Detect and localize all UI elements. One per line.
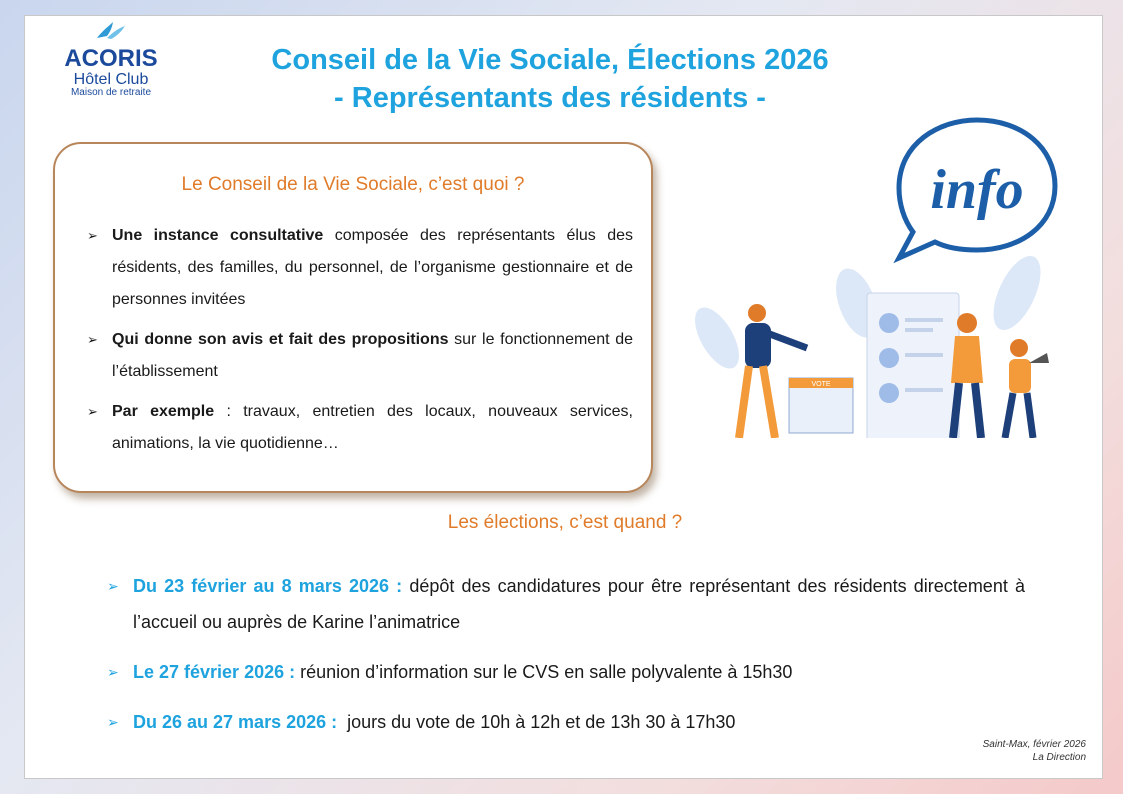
list-item — [85, 220, 633, 316]
election-text: jours du vote de 10h à 12h et de 13h 30 à 17h30 — [337, 712, 736, 732]
info-bubble-text: info — [930, 159, 1024, 221]
list-item — [105, 568, 1025, 640]
bullet-text: composée des représentants élus des résidents, des familles, du personnel, de l’organisme gestionnaire et de personnes invitées — [112, 227, 633, 308]
flyer-page — [24, 15, 1103, 779]
logo-brand: ACORIS — [64, 45, 158, 72]
info-speech-bubble-icon — [899, 120, 1055, 258]
arrow-bullet-icon: ➢ — [87, 228, 98, 243]
list-item — [105, 704, 1025, 740]
logo-line1: Hôtel Club — [73, 71, 149, 88]
megaphone-person-icon — [1005, 339, 1049, 438]
candidate-board-icon — [867, 293, 959, 438]
election-date: Le 27 février 2026 : — [133, 662, 296, 682]
title-line2: - Représentants des résidents - — [334, 82, 766, 114]
card-title: Le Conseil de la Vie Sociale, c’est quoi ? — [181, 174, 525, 195]
bird-icon — [53, 20, 169, 46]
arrow-bullet-icon: ➢ — [107, 664, 119, 680]
elections-title: Les élections, c’est quand ? — [447, 512, 683, 533]
election-date: Du 23 février au 8 mars 2026 : — [133, 576, 403, 596]
election-text: réunion d’information sur le CVS en salle polyvalente à 15h30 — [295, 662, 793, 682]
election-text: dépôt des candidatures pour être représentant des résidents directement à l’accueil ou auprès de Karine l’animatrice — [133, 576, 1025, 632]
arrow-bullet-icon: ➢ — [107, 714, 119, 730]
acoris-logo — [53, 20, 169, 99]
bullet-bold: Par exemple — [112, 403, 215, 420]
ballot-box-label: VOTE — [811, 381, 831, 388]
arrow-bullet-icon: ➢ — [107, 578, 119, 594]
bullet-text: : travaux, entretien des locaux, nouveaux services, animations, la vie quotidienne… — [112, 403, 634, 452]
elections-list — [105, 568, 1025, 754]
list-item — [105, 654, 1025, 690]
title-line1: Conseil de la Vie Sociale, Élections 2026 — [271, 44, 829, 76]
election-date: Du 26 au 27 mars 2026 : — [133, 712, 338, 732]
bullet-bold: Qui donne son avis et fait des propositions — [112, 331, 449, 348]
arrow-bullet-icon: ➢ — [87, 332, 98, 347]
signature-line2: La Direction — [1032, 752, 1086, 763]
page-title — [165, 41, 935, 117]
cvs-bullet-list — [85, 220, 633, 468]
arrow-bullet-icon: ➢ — [87, 404, 98, 419]
bullet-text: sur le fonctionnement de l’établissement — [112, 331, 633, 380]
list-item — [85, 324, 633, 388]
signature — [983, 738, 1086, 764]
bullet-bold: Une instance consultative — [112, 227, 324, 244]
voting-illustration — [677, 108, 1067, 438]
cvs-info-card — [53, 142, 653, 493]
logo-line2: Maison de retraite — [70, 87, 152, 98]
ballot-box-icon — [789, 378, 853, 433]
signature-line1: Saint-Max, février 2026 — [982, 739, 1086, 750]
list-item — [85, 396, 633, 460]
